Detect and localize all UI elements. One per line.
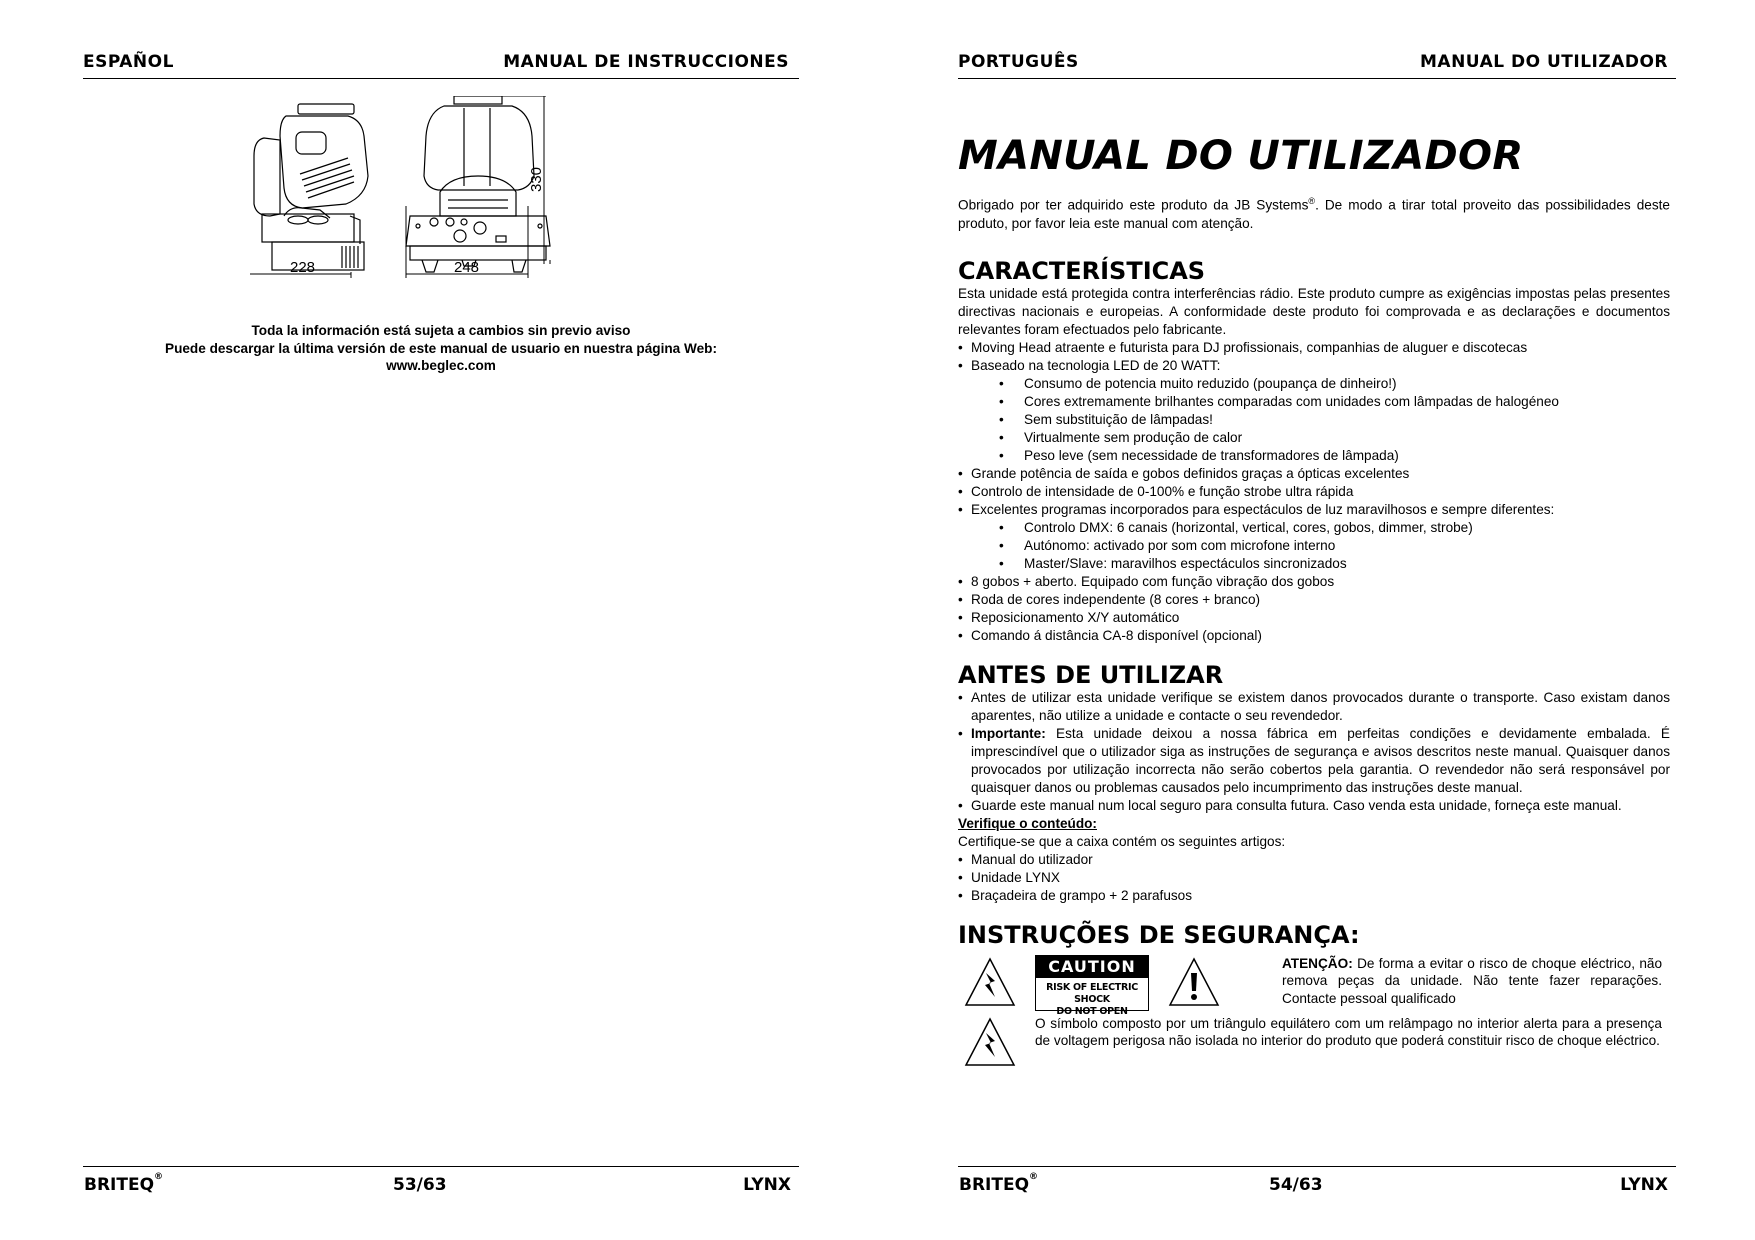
page-header xyxy=(83,52,799,79)
caution-title: CAUTION xyxy=(1036,956,1148,978)
dim-width-side: 228 xyxy=(290,259,316,276)
list-item: • Roda de cores independente (8 cores + branco) xyxy=(958,591,1670,609)
list-item: • Importante: Esta unidade deixou a nossa fábrica em perfeitas condições e devidamente embalada. É imprescindível que o utilizador siga as instruções de segurança e avisos descritos neste manual. Quaisquer danos provocados por utilização incorrecta não serão cobertos pela garantia. O revendedor não será responsável por quaisquer danos ou problemas causados pelo incumprimento das instruções deste manual. xyxy=(958,725,1670,797)
caution-text: RISK OF ELECTRIC SHOCK DO NOT OPEN xyxy=(1046,981,1138,1017)
list-item: • Baseado na tecnologia LED de 20 WATT: • Consumo de potencia muito reduzido (poupança de dinheiro!) • Cores extremamente brilhantes comparadas com unidades com lâmpadas de halogéneo • Sem substituição de lâmpadas! • Virtualmente sem produção de calor • Peso leve (sem necessidade de transformadores de lâmpada) xyxy=(958,357,1670,465)
footer-model: LYNX xyxy=(1620,1175,1668,1195)
header-title: MANUAL DO UTILIZADOR xyxy=(1420,52,1668,72)
footer-brand: BRITEQ® xyxy=(959,1172,1039,1195)
list-item: • Manual do utilizador xyxy=(958,851,1670,869)
sub-list-item: • Master/Slave: maravilhos espectáculos sincronizados xyxy=(971,555,1670,573)
section-title-features: CARACTERÍSTICAS xyxy=(958,256,1206,285)
sub-list-item: • Peso leve (sem necessidade de transformadores de lâmpada) xyxy=(971,447,1670,465)
page-footer xyxy=(83,1166,799,1197)
website-link[interactable]: www.beglec.com xyxy=(386,358,496,373)
page-number: 54/63 xyxy=(1269,1175,1323,1195)
intro-paragraph: Obrigado por ter adquirido este produto da JB Systems®. De modo a tirar total proveito das possibilidades deste produto, por favor leia este manual com atenção. xyxy=(958,196,1670,231)
dim-width-front: 248 xyxy=(454,259,480,276)
header-language: ESPAÑOL xyxy=(83,52,174,72)
footer-model: LYNX xyxy=(743,1175,791,1195)
page-footer xyxy=(958,1166,1676,1197)
contents-list xyxy=(958,851,1670,905)
list-item: • Guarde este manual num local seguro para consulta futura. Caso venda esta unidade, forneça este manual. xyxy=(958,797,1670,815)
section-title-safety: INSTRUÇÕES DE SEGURANÇA: xyxy=(958,920,1360,949)
before-use-list xyxy=(958,689,1670,815)
attention-text: ATENÇÃO: De forma a evitar o risco de choque eléctrico, não remova peças da unidade. Não tente fazer reparações. Contacte pessoal qualificado xyxy=(1282,955,1662,1006)
update-notice xyxy=(83,322,799,375)
sub-list-item: • Sem substituição de lâmpadas! xyxy=(971,411,1670,429)
right-page xyxy=(877,0,1754,1240)
list-item: • Comando á distância CA-8 disponível (opcional) xyxy=(958,627,1670,645)
header-language: PORTUGUÊS xyxy=(958,52,1079,72)
section-title-before-use: ANTES DE UTILIZAR xyxy=(958,660,1224,689)
left-page xyxy=(0,0,877,1240)
header-title: MANUAL DE INSTRUCCIONES xyxy=(503,52,789,72)
sub-list xyxy=(971,519,1670,573)
electric-shock-warning-icon xyxy=(964,957,1016,1007)
sub-list-item: • Autónomo: activado por som com microfone interno xyxy=(971,537,1670,555)
list-item: • Antes de utilizar esta unidade verifique se existem danos provocados durante o transporte. Caso existam danos aparentes, não utilize a unidade e contacte o seu revendedor. xyxy=(958,689,1670,725)
sub-list-item: • Virtualmente sem produção de calor xyxy=(971,429,1670,447)
list-item: • Unidade LYNX xyxy=(958,869,1670,887)
features-list xyxy=(958,339,1670,645)
safety-block xyxy=(958,955,1670,1083)
notice-line: Puede descargar la última versión de este manual de usuario en nuestra página Web: xyxy=(165,340,717,356)
sub-list-item: • Consumo de potencia muito reduzido (poupança de dinheiro!) xyxy=(971,375,1670,393)
check-contents-title: Verifique o conteúdo: xyxy=(958,815,1097,831)
caution-label xyxy=(1035,955,1149,1017)
check-contents-intro: Certifique-se que a caixa contém os seguintes artigos: xyxy=(958,833,1286,849)
page-number: 53/63 xyxy=(393,1175,447,1195)
fixture-dimension-drawing xyxy=(250,96,620,311)
exclamation-warning-icon xyxy=(1168,957,1220,1007)
main-title: MANUAL DO UTILIZADOR xyxy=(958,133,1524,179)
list-item: • Grande potência de saída e gobos definidos graças a ópticas excelentes xyxy=(958,465,1670,483)
list-item: • Excelentes programas incorporados para espectáculos de luz maravilhosos e sempre diferentes: • Controlo DMX: 6 canais (horizontal, vertical, cores, gobos, dimmer, strobe) • Autónomo: activado por som com microfone interno • Master/Slave: maravilhos espectáculos sincronizados xyxy=(958,501,1670,573)
symbol-explanation: O símbolo composto por um triângulo equilátero com um relâmpago no interior alerta para a presença de voltagem perigosa não isolada no interior do produto que poderá constituir risco de choque eléctrico. xyxy=(1035,1015,1662,1049)
notice-line: Toda la información está sujeta a cambios sin previo aviso xyxy=(251,323,631,338)
page-header xyxy=(958,52,1676,79)
footer-brand: BRITEQ® xyxy=(84,1172,164,1195)
electric-shock-symbol-icon xyxy=(964,1017,1016,1067)
sub-list-item: • Cores extremamente brilhantes comparadas com unidades com lâmpadas de halogéneo xyxy=(971,393,1670,411)
list-item: • Reposicionamento X/Y automático xyxy=(958,609,1670,627)
sub-list xyxy=(971,375,1670,465)
list-item: • Moving Head atraente e futurista para DJ profissionais, companhias de aluguer e discotecas xyxy=(958,339,1670,357)
features-intro: Esta unidade está protegida contra interferências rádio. Este produto cumpre as exigências impostas pelas presentes directivas nacionais e europeias. A conformidade deste produto foi comprovada e as declarações e documentos relevantes foram efectuados pelo fabricante. xyxy=(958,285,1670,337)
list-item: • 8 gobos + aberto. Equipado com função vibração dos gobos xyxy=(958,573,1670,591)
sub-list-item: • Controlo DMX: 6 canais (horizontal, vertical, cores, gobos, dimmer, strobe) xyxy=(971,519,1670,537)
list-item: • Controlo de intensidade de 0-100% e função strobe ultra rápida xyxy=(958,483,1670,501)
page-content xyxy=(958,96,1670,1083)
side-view xyxy=(254,104,368,270)
list-item: • Braçadeira de grampo + 2 parafusos xyxy=(958,887,1670,905)
dim-height: 330 xyxy=(528,166,545,192)
